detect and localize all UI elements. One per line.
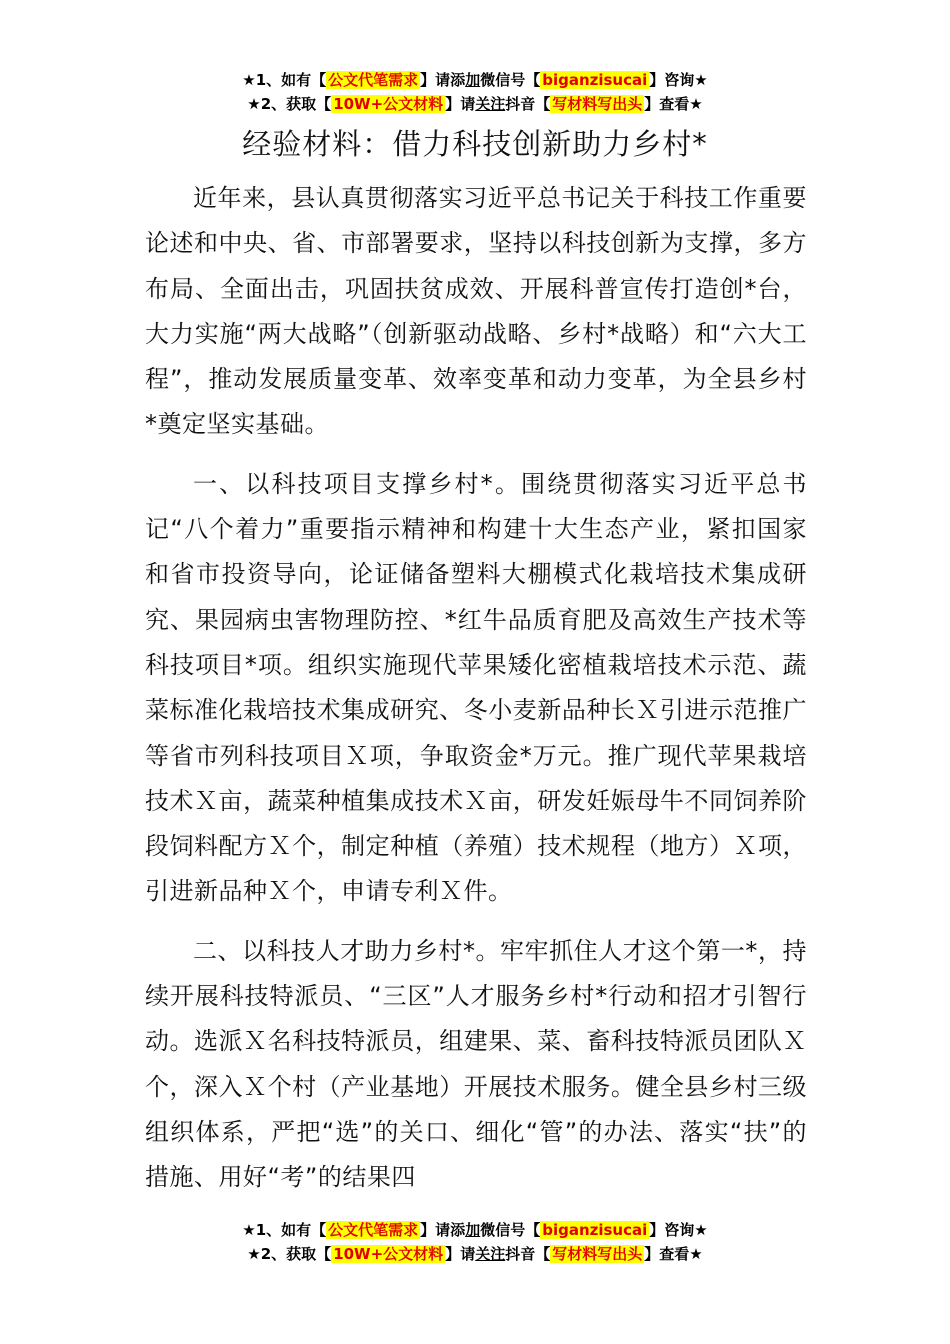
banner-highlight: biganzisucai: [542, 1221, 648, 1239]
banner-emphasis: 加: [465, 1221, 481, 1239]
banner-text: 】请: [445, 95, 476, 113]
banner-highlight: biganzisucai: [542, 71, 648, 89]
header-banner: [0, 68, 950, 116]
banner-highlight: 10W+公文材料: [333, 1245, 444, 1263]
banner-text: 】请: [445, 1245, 476, 1263]
banner-text: ★1、如有【: [242, 71, 327, 89]
banner-line-1: [0, 68, 950, 92]
banner-line-2: [0, 1242, 950, 1266]
banner-highlight: 公文代笔需求: [328, 1221, 419, 1239]
banner-highlight: 写材料写出头: [552, 95, 643, 113]
footer-banner: [0, 1218, 950, 1266]
banner-text: 抖音【: [505, 1245, 551, 1263]
banner-text: ★2、获取【: [247, 1245, 332, 1263]
banner-line-1: [0, 1218, 950, 1242]
banner-text: 微信号【: [480, 71, 541, 89]
banner-text: 】查看★: [644, 95, 703, 113]
banner-emphasis: 关注: [475, 1245, 506, 1263]
paragraph-intro: 近年来，县认真贯彻落实习近平总书记关于科技工作重要论述和中央、省、市部署要求，坚持以科技创新为支撑，多方布局、全面出击，巩固扶贫成效、开展科普宣传打造创*台，大力实施“两大战略”（创新驱动战略、乡村*战略）和“六大工程”，推动发展质量变革、效率变革和动力变革，为全县乡村*奠定坚实基础。: [145, 184, 807, 439]
banner-emphasis: 加: [465, 71, 481, 89]
document-title: 经验材料：借力科技创新助力乡村*: [242, 127, 708, 161]
banner-text: 】咨询★: [649, 1221, 708, 1239]
paragraph-section-2: 二、以科技人才助力乡村*。牢牢抓住人才这个第一*，持续开展科技特派员、“三区”人才服务乡村*行动和招才引智行动。选派Ｘ名科技特派员，组建果、菜、畜科技特派员团队Ｘ个，深入Ｘ个村（产业基地）开展技术服务。健全县乡村三级组织体系，严把“选”的关口、细化“管”的办法、落实“扶”的措施、用好“考”的结果四: [145, 936, 807, 1192]
banner-text: ★2、获取【: [247, 95, 332, 113]
banner-highlight: 公文代笔需求: [328, 71, 419, 89]
banner-text: ★1、如有【: [242, 1221, 327, 1239]
banner-highlight: 10W+公文材料: [333, 95, 444, 113]
banner-text: 】请添: [420, 71, 466, 89]
banner-line-2: [0, 92, 950, 116]
document-body: [145, 176, 807, 1215]
banner-text: 微信号【: [480, 1221, 541, 1239]
banner-text: 】请添: [420, 1221, 466, 1239]
banner-text: 抖音【: [505, 95, 551, 113]
paragraph-section-1: 一、以科技项目支撑乡村*。围绕贯彻落实习近平总书记“八个着力”重要指示精神和构建十大生态产业，紧扣国家和省市投资导向，论证储备塑料大棚模式化栽培技术集成研究、果园病虫害物理防控、*红牛品质育肥及高效生产技术等科技项目*项。组织实施现代苹果矮化密植栽培技术示范、蔬菜标准化栽培技术集成研究、冬小麦新品种长Ｘ引进示范推广等省市列科技项目Ｘ项，争取资金*万元。推广现代苹果栽培技术Ｘ亩，蔬菜种植集成技术Ｘ亩，研发妊娠母牛不同饲养阶段饲料配方Ｘ个，制定种植（养殖）技术规程（地方）Ｘ项，引进新品种Ｘ个，申请专利Ｘ件。: [145, 469, 807, 906]
banner-text: 】咨询★: [649, 71, 708, 89]
banner-text: 】查看★: [644, 1245, 703, 1263]
banner-highlight: 写材料写出头: [552, 1245, 643, 1263]
banner-emphasis: 关注: [475, 95, 506, 113]
